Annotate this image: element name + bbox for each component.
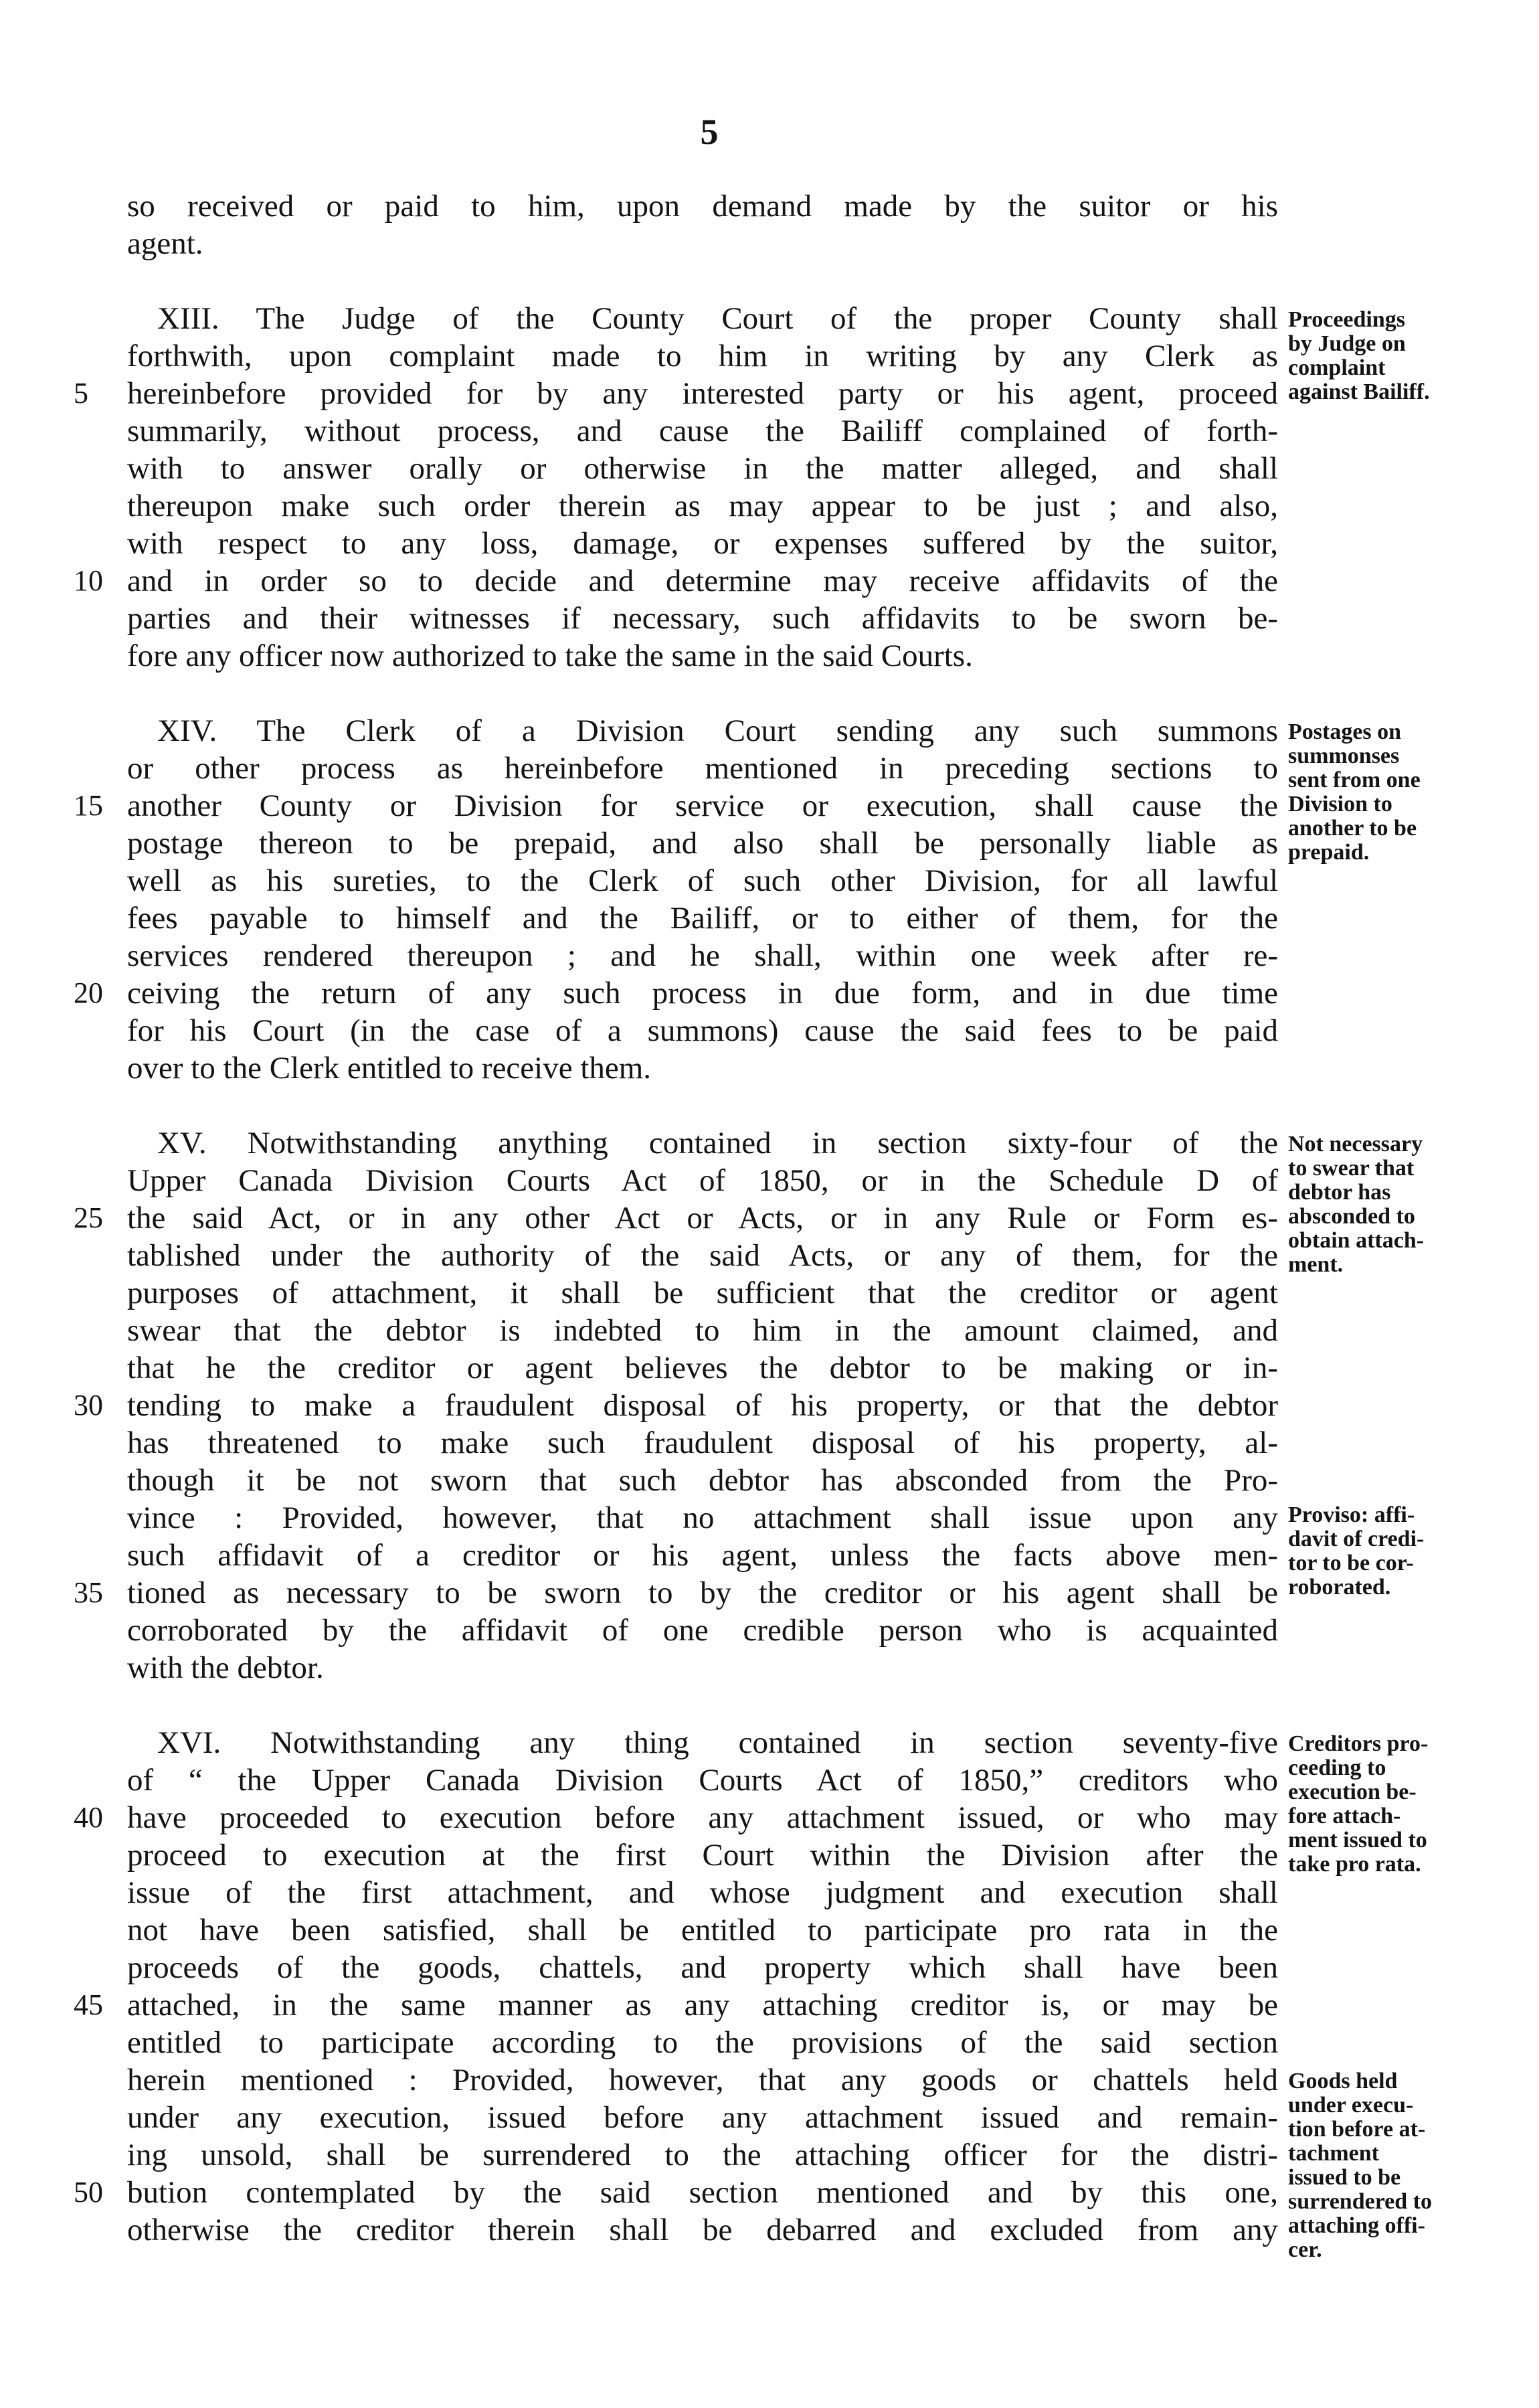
margin-note: take pro rata. xyxy=(1288,1852,1421,1877)
text-line: under any execution, issued before any attachment issued and remain- xyxy=(127,2100,1278,2135)
text-line: purposes of attachment, it shall be sufficient that the creditor or agent xyxy=(127,1276,1278,1310)
margin-note: fore attach- xyxy=(1288,1804,1401,1828)
margin-note: issued to be xyxy=(1288,2165,1401,2190)
text-line: attached, in the same manner as any attaching creditor is, or may be xyxy=(127,1988,1278,2023)
margin-note: execution be- xyxy=(1288,1780,1417,1804)
text-line: XIV. The Clerk of a Division Court sending any such summons xyxy=(157,713,1278,748)
text-line: and in order so to decide and determine may receive affidavits of the xyxy=(127,564,1278,598)
line-number: 40 xyxy=(74,1801,103,1834)
margin-note: against Bailiff. xyxy=(1288,379,1430,404)
margin-note: summonses xyxy=(1288,744,1400,768)
text-line: parties and their witnesses if necessary, such affidavits to be sworn be- xyxy=(127,601,1278,636)
text-line: such affidavit of a creditor or his agent, unless the facts above men- xyxy=(127,1538,1278,1573)
margin-note: debtor has xyxy=(1288,1180,1391,1205)
text-line: summarily, without process, and cause the Bailiff complained of forth- xyxy=(127,414,1278,448)
line-number: 15 xyxy=(74,789,103,822)
margin-note: tor to be cor- xyxy=(1288,1551,1414,1575)
margin-note: roborated. xyxy=(1288,1575,1391,1600)
text-line: has threatened to make such fraudulent disposal of his property, al- xyxy=(127,1426,1278,1460)
text-line: XV. Notwithstanding anything contained in section sixty-four of the xyxy=(157,1126,1278,1160)
margin-note: Proceedings xyxy=(1288,307,1406,332)
text-line: of “ the Upper Canada Division Courts Act of 1850,” creditors who xyxy=(127,1763,1278,1798)
margin-note: tion before at- xyxy=(1288,2117,1426,2142)
text-line: tioned as necessary to be sworn to by the creditor or his agent shall be xyxy=(127,1575,1278,1610)
text-line: the said Act, or in any other Act or Acts, or in any Rule or Form es- xyxy=(127,1201,1278,1235)
margin-note: ceeding to xyxy=(1288,1755,1386,1780)
text-line: services rendered thereupon ; and he shall, within one week after re- xyxy=(127,938,1278,973)
text-line: XVI. Notwithstanding any thing contained in section seventy-five xyxy=(157,1725,1278,1760)
margin-note: Proviso: affi- xyxy=(1288,1502,1415,1527)
text-line: or other process as hereinbefore mentioned in preceding sections to xyxy=(127,751,1278,786)
text-line: postage thereon to be prepaid, and also shall be personally liable as xyxy=(127,826,1278,861)
text-line: issue of the first attachment, and whose judgment and execution shall xyxy=(127,1875,1278,1910)
text-line: herein mentioned : Provided, however, that any goods or chattels held xyxy=(127,2063,1278,2097)
margin-note: under execu- xyxy=(1288,2093,1414,2118)
text-line: entitled to participate according to the provisions of the said section xyxy=(127,2025,1278,2060)
margin-note: Creditors pro- xyxy=(1288,1731,1429,1756)
margin-note: attaching offi- xyxy=(1288,2213,1425,2238)
margin-note: Not necessary xyxy=(1288,1132,1423,1156)
text-line: thereupon make such order therein as may appear to be just ; and also, xyxy=(127,489,1278,523)
text-line: vince : Provided, however, that no attachment shall issue upon any xyxy=(127,1500,1278,1535)
text-line: not have been satisfied, shall be entitled to participate pro rata in the xyxy=(127,1913,1278,1948)
margin-note: another to be xyxy=(1288,816,1417,841)
text-line: with the debtor. xyxy=(127,1650,324,1685)
text-line: ceiving the return of any such process in due form, and in due time xyxy=(127,976,1278,1011)
text-line: Upper Canada Division Courts Act of 1850, or in the Schedule D of xyxy=(127,1163,1278,1198)
text-line: tablished under the authority of the said Acts, or any of them, for the xyxy=(127,1238,1278,1273)
text-line: hereinbefore provided for by any interested party or his agent, proceed xyxy=(127,376,1278,411)
margin-note: surrendered to xyxy=(1288,2189,1433,2214)
text-line: over to the Clerk entitled to receive them. xyxy=(127,1051,652,1086)
text-line: bution contemplated by the said section mentioned and by this one, xyxy=(127,2175,1278,2210)
margin-note: cer. xyxy=(1288,2237,1322,2262)
text-line: have proceeded to execution before any attachment issued, or who may xyxy=(127,1800,1278,1835)
text-line: proceed to execution at the first Court within the Division after the xyxy=(127,1838,1278,1873)
margin-note: obtain attach- xyxy=(1288,1228,1425,1253)
text-line: proceeds of the goods, chattels, and property which shall have been xyxy=(127,1950,1278,1985)
margin-note: by Judge on xyxy=(1288,331,1406,356)
margin-note: prepaid. xyxy=(1288,840,1370,865)
line-number: 10 xyxy=(74,564,103,597)
line-number: 45 xyxy=(74,1988,103,2021)
text-line: with respect to any loss, damage, or expenses suffered by the suitor, xyxy=(127,526,1278,561)
text-line: corroborated by the affidavit of one credible person who is acquainted xyxy=(127,1613,1278,1648)
margin-note: complaint xyxy=(1288,355,1386,380)
text-line: otherwise the creditor therein shall be debarred and excluded from any xyxy=(127,2213,1278,2247)
line-number: 30 xyxy=(74,1389,103,1422)
margin-note: ment. xyxy=(1288,1252,1344,1277)
line-number: 35 xyxy=(74,1576,103,1609)
margin-note: ment issued to xyxy=(1288,1828,1427,1853)
margin-note: Division to xyxy=(1288,792,1392,816)
line-number: 5 xyxy=(74,377,88,410)
text-line: tending to make a fraudulent disposal of his property, or that the debtor xyxy=(127,1388,1278,1423)
text-line: though it be not sworn that such debtor has absconded from the Pro- xyxy=(127,1463,1278,1498)
margin-note: sent from one xyxy=(1288,768,1421,792)
text-line: with to answer orally or otherwise in the matter alleged, and shall xyxy=(127,451,1278,486)
text-line: for his Court (in the case of a summons) cause the said fees to be paid xyxy=(127,1013,1278,1048)
page-number: 5 xyxy=(700,112,719,152)
text-line: so received or paid to him, upon demand made by the suitor or his xyxy=(127,189,1278,224)
text-line: fore any officer now authorized to take the same in the said Courts. xyxy=(127,638,973,673)
margin-note: Postages on xyxy=(1288,719,1402,744)
text-line: ing unsold, shall be surrendered to the attaching officer for the distri- xyxy=(127,2138,1278,2172)
text-line: another County or Division for service or execution, shall cause the xyxy=(127,788,1278,823)
text-line: well as his sureties, to the Clerk of such other Division, for all lawful xyxy=(127,863,1278,898)
line-number: 25 xyxy=(74,1201,103,1234)
margin-note: davit of credi- xyxy=(1288,1527,1425,1551)
text-line: agent. xyxy=(127,226,203,261)
margin-note: Goods held xyxy=(1288,2069,1398,2093)
margin-note: tachment xyxy=(1288,2141,1379,2166)
text-line: fees payable to himself and the Bailiff, or to either of them, for the xyxy=(127,901,1278,936)
margin-note: absconded to xyxy=(1288,1204,1415,1229)
text-line: XIII. The Judge of the County Court of the proper County shall xyxy=(157,301,1278,336)
line-number: 50 xyxy=(74,2176,103,2209)
line-number: 20 xyxy=(74,976,103,1009)
margin-note: to swear that xyxy=(1288,1156,1415,1181)
text-line: that he the creditor or agent believes the debtor to be making or in- xyxy=(127,1351,1278,1385)
text-line: forthwith, upon complaint made to him in writing by any Clerk as xyxy=(127,339,1278,373)
text-line: swear that the debtor is indebted to him in the amount claimed, and xyxy=(127,1313,1278,1348)
